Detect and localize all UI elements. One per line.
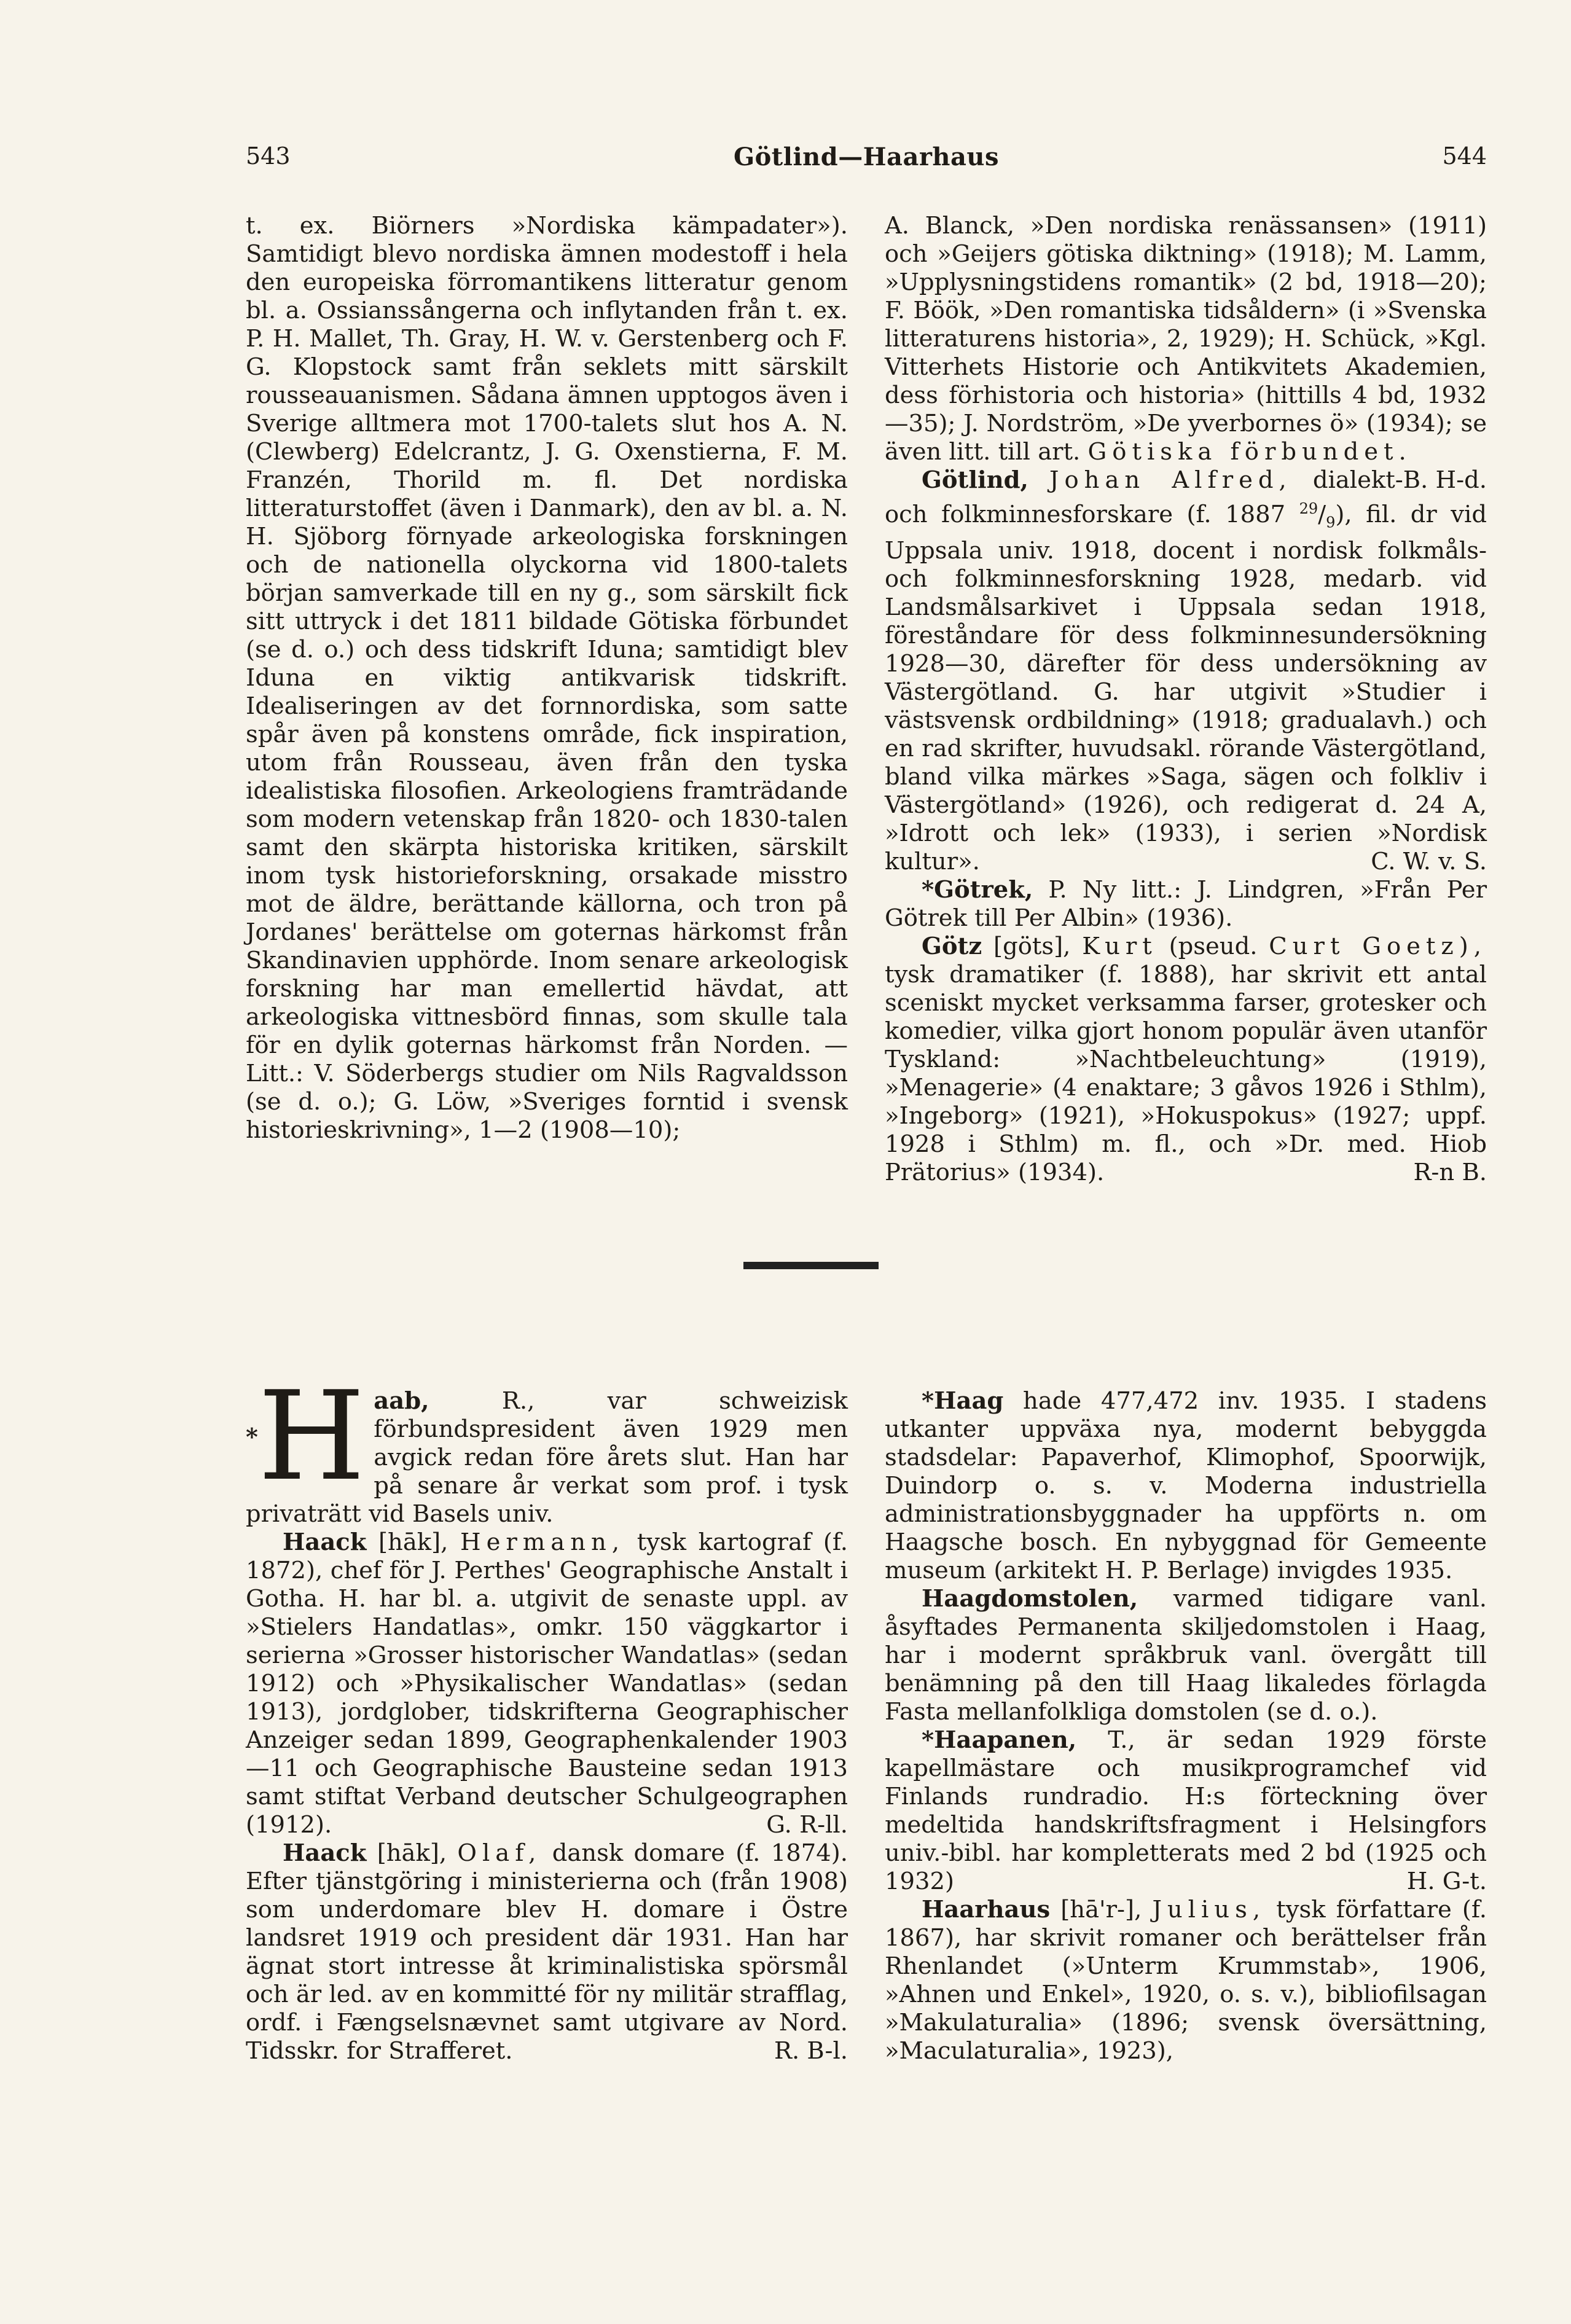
entry-headword: Haagdomstolen, [922, 1585, 1138, 1613]
page-header [246, 143, 1487, 198]
entry-headword: Haack [283, 1528, 367, 1556]
entry-headword: aab, [374, 1387, 429, 1415]
author-signature: B. H-d. [1403, 466, 1487, 494]
entry-headword: *Götrek, [922, 875, 1033, 904]
cross-reference: Götiska förbundet. [1087, 438, 1412, 466]
entry-haarhaus: Haarhaus [hā'r-], Julius, tysk författare (f. 1867), har skrivit romaner och berättelser från Rhenlandet (»Unterm Krummstab», 1906, »Ahnen und Enkel», 1920, o. s. v.), bibliofilsagan »Makulaturalia» (1896; svensk översättning, »Maculaturalia», 1923), [885, 1896, 1487, 2065]
entry-continuation-literature: A. Blanck, »Den nordiska renässansen» (1911) och »Geijers götiska diktning» (1918); M. Lamm, »Upplysningstidens romantik» (2 bd, 1918—20); F. Böök, »Den romantiska tidsåldern» (i »Svenska litteraturens historia», 2, 1929); H. Schück, »Kgl. Vitterhets Historie och Antikvitets Akademien, dess förhistoria och historia» (hittills 4 bd, 1932—35); J. Nordström, »De yverbornes ö» (1934); se även litt. till art. Götiska förbundet. B. H-d. [885, 212, 1487, 494]
page-number-left: 543 [246, 143, 291, 170]
entry-given-name: Julius, [1152, 1896, 1266, 1923]
entry-given-name: Hermann, [460, 1528, 625, 1556]
author-signature: G. R-ll. [766, 1811, 848, 1839]
author-signature: C. W. v. S. [1371, 847, 1487, 875]
entry-haagdomstolen: Haagdomstolen, varmed tidigare vanl. åsyftades Permanenta skiljedomstolen i Haag, har i modernt språkbruk vanl. övergått till benämning på den till Haag likaledes förlagda Fasta mellanfolkliga domstolen (se d. o.). [885, 1585, 1487, 1726]
entry-haack-olaf: Haack [hāk], Olaf, dansk domare (f. 1874). Efter tjänstgöring i ministerierna och (från 1908) som underdomare blev H. domare i Östre landsret 1919 och president där 1931. Han har ägnat stort intresse åt kriminalistiska spörsmål och är led. av en kommitté för ny militär strafflag, ordf. i Fængselsnævnet samt utgivare av Nord. Tidsskr. for Strafferet. R. B-l. [246, 1839, 848, 2065]
author-signature: R. B-l. [774, 2037, 848, 2065]
entry-haack-hermann: Haack [hāk], Hermann, tysk kartograf (f. 1872), chef för J. Perthes' Geographische Anstalt i Gotha. H. har bl. a. utgivit de senaste uppl. av »Stielers Handatlas», omkr. 150 väggkartor i serierna »Grosser historischer Wandatlas» (sedan 1912) och »Physikalischer Wandatlas» (sedan 1913), jordglober, tidskrifterna Geographischer Anzeiger sedan 1899, Geographenkalender 1903—11 och Geographische Bausteine sedan 1913 samt stiftat Verband deutscher Schulgeographen (1912). G. R-ll. [246, 1528, 848, 1839]
page-number-right: 544 [1442, 143, 1487, 170]
entry-haag: *Haag hade 477,472 inv. 1935. I stadens utkanter uppväxa nya, modernt bebyggda stadsdelar: Papaverhof, Klimophof, Spoorwijk, Duindorp o. s. v. Moderna industriella administrationsbyggnader ha uppförts n. om Haagsche bosch. En nybyggnad för Gemeente museum (arkitekt H. P. Berlage) invigdes 1935. [885, 1387, 1487, 1584]
entry-given-name: Kurt [1082, 932, 1158, 960]
entry-headword: Götlind, [922, 466, 1028, 494]
running-head: Götlind—Haarhaus [733, 143, 1000, 171]
entry-gotz: Götz [göts], Kurt (pseud. Curt Goetz), tysk dramatiker (f. 1888), har skrivit ett antal sceniskt mycket verksamma farser, grotesker och komedier, vilka gjort honom populär även utanför Tyskland: »Nachtbeleuchtung» (1919), »Menagerie» (4 enaktare; 3 gåvos 1926 i Sthlm), »Ingeborg» (1921), »Hokuspokus» (1927; uppf. 1928 i Sthlm) m. fl., och »Dr. med. Hiob Prätorius» (1934). R-n B. [885, 932, 1487, 1186]
column-bottom-right [885, 1387, 1487, 2065]
author-signature: R-n B. [1413, 1158, 1487, 1186]
column-top-right [885, 212, 1487, 1187]
entry-headword: Haarhaus [922, 1896, 1051, 1923]
section-divider [743, 1262, 879, 1269]
entry-continuation: t. ex. Biörners »Nordiska kämpadater»). Samtidigt blevo nordiska ämnen modestoff i hela den europeiska förromantikens litteratur genom bl. a. Ossianssångerna och inflytanden från t. ex. P. H. Mallet, Th. Gray, H. W. v. Gerstenberg och F. G. Klopstock samt från seklets mitt särskilt rousseauanismen. Sådana ämnen upptogos även i Sverige alltmera mot 1700-talets slut hos A. N. (Clewberg) Edelcrantz, J. G. Oxenstierna, F. M. Franzén, Thorild m. fl. Det nordiska litteraturstoffet (även i Danmark), den av bl. a. N. H. Sjöborg förnyade arkeologiska forskningen och de nationella olyckorna vid 1800-talets början samverkade till en ny g., som särskilt fick sitt uttryck i det 1811 bildade Götiska förbundet (se d. o.) och dess tidskrift Iduna; samtidigt blev Iduna en viktig antikvarisk tidskrift. Idealiseringen av det fornnordiska, som satte spår även på konstens område, fick inspiration, utom från Rousseau, även från den tyska idealistiska filosofien. Arkeologiens framträdande som modern vetenskap från 1820- och 1830-talen samt den skärpta historiska kritiken, särskilt inom tysk historieforskning, orsakade misstro mot de äldre, berättande källorna, och tron på Jordanes' berättelse om goternas härkomst från Skandinavien upphörde. Inom senare arkeologisk forskning har man emellertid hävdat, att arkeologiska vittnesbörd finnas, som skulle tala för en dylik goternas härkomst från Norden. — Litt.: V. Söderbergs studier om Nils Ragvaldsson (se d. o.); G. Löw, »Sveriges forntid i svensk historieskrivning», 1—2 (1908—10); [246, 212, 848, 1144]
entry-given-name: Olaf, [457, 1839, 542, 1867]
column-bottom-left [246, 1365, 848, 2065]
entry-headword: Götz [922, 932, 982, 960]
entry-haapanen: *Haapanen, T., är sedan 1929 förste kapellmästare och musikprogramchef vid Finlands rundradio. H:s förteckning över medeltida handskriftsfragment i Helsingfors univ.-bibl. har kompletterats med 2 bd (1925 och 1932) H. G-t. [885, 1726, 1487, 1895]
entry-given-name: Johan Alfred, [1049, 466, 1292, 494]
entry-headword: *Haapanen, [922, 1726, 1077, 1754]
author-signature: H. G-t. [1406, 1868, 1487, 1895]
entry-headword: *Haag [922, 1387, 1004, 1415]
entry-gotrek: *Götrek, P. Ny litt.: J. Lindgren, »Från Per Götrek till Per Albin» (1936). [885, 875, 1487, 932]
column-top-left [246, 212, 848, 1144]
drop-cap: *H [246, 1365, 366, 1508]
entry-haab: *H aab, R., var schweizisk förbundspresident även 1929 men avgick redan före årets slut. Han har på senare år verkat som prof. i tysk privaträtt vid Basels univ. [246, 1365, 848, 1528]
entry-headword: Haack [283, 1839, 367, 1867]
entry-gotlind: Götlind, Johan Alfred, dialekt- och folkminnesforskare (f. 1887 $^{29}/_9$), fil. dr vid Uppsala univ. 1918, docent i nordisk folkmåls- och folkminnesforskning 1928, medarb. vid Landsmålsarkivet i Uppsala sedan 1918, föreståndare för dess folkminnesundersökning 1928—30, därefter för dess undersökning av Västergötland. G. har utgivit »Studier i västsvensk ordbildning» (1918; gradualavh.) och en rad skrifter, huvudsakl. rörande Västergötland, bland vilka märkes »Saga, sägen och folkliv i Västergötland» (1926), och redigerat d. 24 A, »Idrott och lek» (1933), i serien »Nordisk kultur». C. W. v. S. [885, 466, 1487, 875]
